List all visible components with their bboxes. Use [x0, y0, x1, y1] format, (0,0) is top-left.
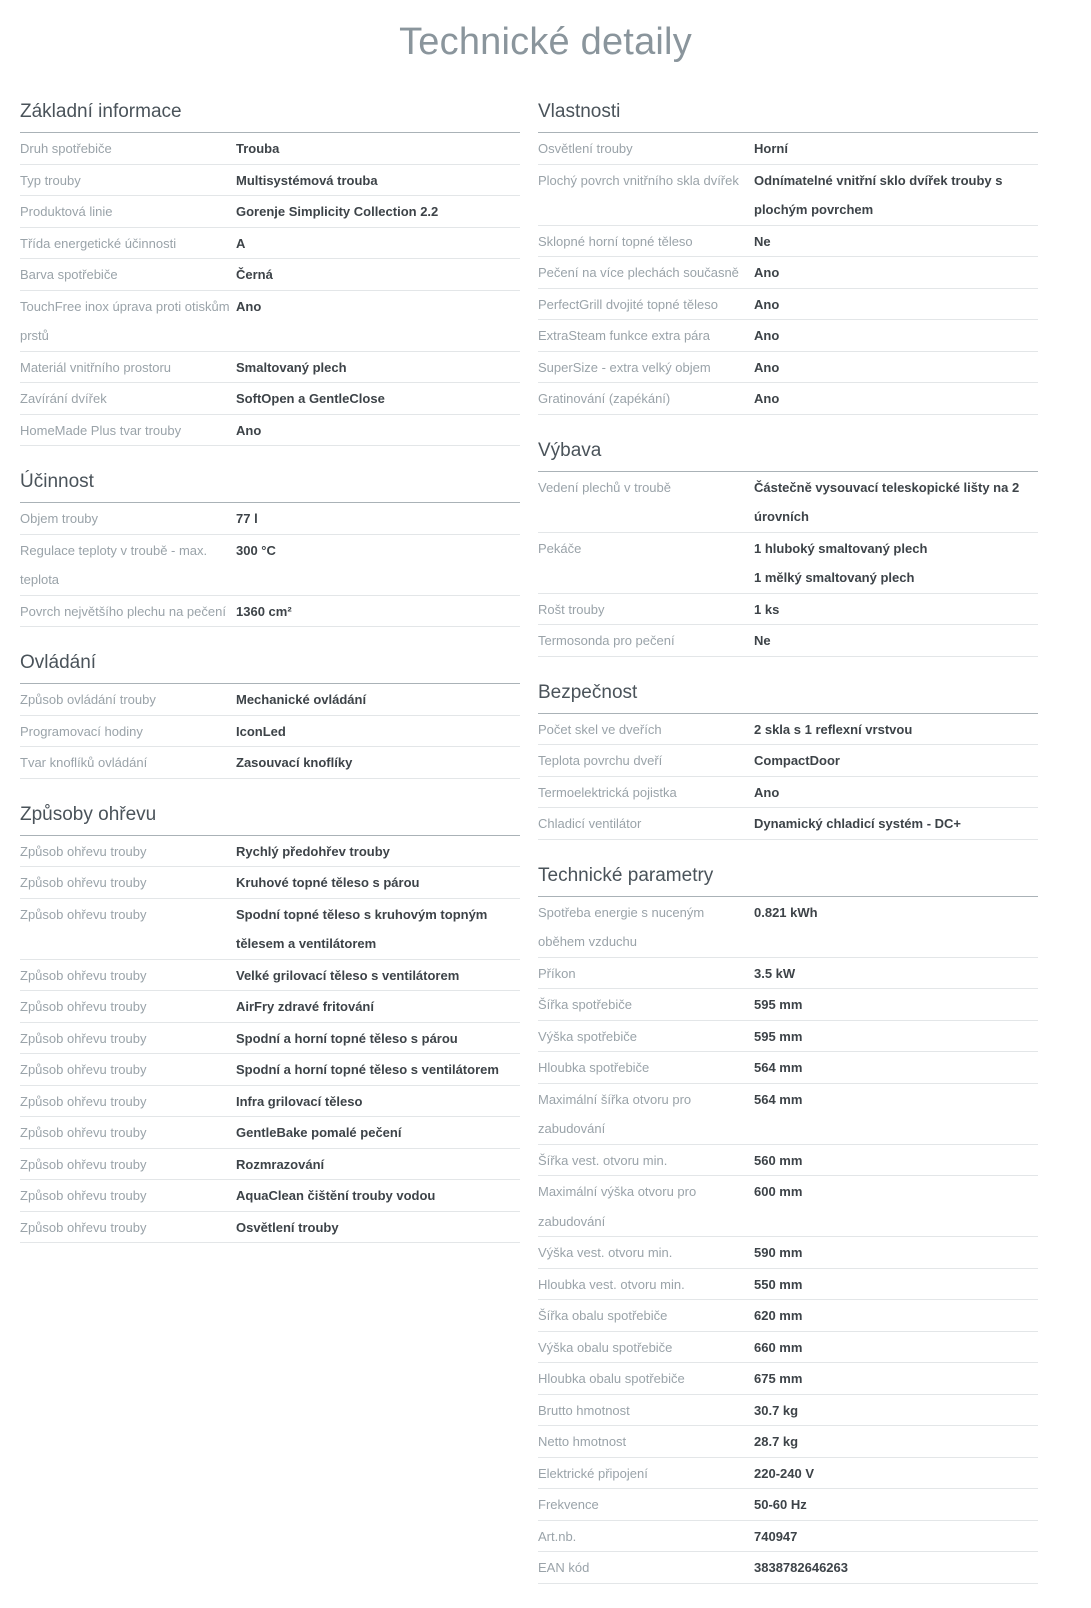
spec-row [538, 1426, 1038, 1458]
spec-row [538, 1237, 1038, 1269]
spec-value-line: Trouba [236, 141, 280, 156]
spec-value-line: Částečně vysouvací teleskopické lišty na 2 úrovních [754, 479, 1020, 524]
spec-row [538, 1145, 1038, 1177]
spec-value [236, 1118, 520, 1148]
spec-row [538, 1176, 1038, 1237]
spec-value [754, 626, 1038, 656]
spec-value-line: 77 l [236, 511, 258, 526]
spec-label: Druh spotřebiče [20, 141, 112, 156]
spec-row [538, 989, 1038, 1021]
spec-row [20, 960, 520, 992]
spec-row [20, 165, 520, 197]
spec-row [538, 1052, 1038, 1084]
spec-label: Způsob ohřevu trouby [20, 967, 147, 983]
spec-value-line: IconLed [236, 723, 286, 739]
spec-value-line: Infra grilovací těleso [236, 1093, 363, 1109]
spec-value [754, 1522, 1038, 1552]
spec-value-line: Gorenje Simplicity Collection 2.2 [236, 204, 439, 219]
spec-row [20, 1054, 520, 1086]
spec-value-line: Ano [754, 359, 780, 375]
spec-row [538, 165, 1038, 226]
spec-value [754, 353, 1038, 383]
spec-row [20, 899, 520, 960]
spec-value [236, 292, 520, 351]
spec-value-line: 0.821 kWh [754, 904, 818, 920]
spec-label: Způsob ovládání trouby [20, 692, 156, 707]
spec-row [20, 415, 520, 447]
spec-value [754, 534, 1038, 593]
spec-label: Chladicí ventilátor [538, 816, 642, 831]
section-title: Způsoby ohřevu [20, 803, 520, 836]
spec-value [754, 384, 1038, 414]
spec-value-line: Ano [754, 296, 780, 312]
spec-value [754, 1270, 1038, 1300]
spec-label: PerfectGrill dvojité topné těleso [538, 296, 718, 312]
spec-label: Příkon [538, 965, 576, 981]
spec-label: Barva spotřebiče [20, 267, 118, 282]
spec-row [20, 991, 520, 1023]
spec-value [754, 746, 1038, 776]
spec-value [236, 353, 520, 383]
spec-value-line: Rychlý předohřev trouby [236, 843, 390, 859]
spec-row [538, 226, 1038, 258]
spec-row [538, 1084, 1038, 1145]
section-title: Vlastnosti [538, 100, 1038, 133]
spec-row [538, 320, 1038, 352]
spec-value-line: Ano [236, 298, 262, 314]
spec-row [20, 1149, 520, 1181]
spec-value [236, 1181, 520, 1211]
spec-label: Netto hmotnost [538, 1434, 627, 1449]
spec-value [236, 685, 520, 715]
spec-label: Spotřeba energie s nuceným oběhem vzduchu [538, 904, 705, 949]
spec-label: Výška vest. otvoru min. [538, 1245, 673, 1260]
spec-row [20, 383, 520, 415]
spec-row [538, 808, 1038, 840]
spec-label: Způsob ohřevu trouby [20, 1219, 147, 1235]
right-column [538, 100, 1038, 1608]
spec-row [20, 836, 520, 868]
spec-value [754, 321, 1038, 351]
spec-value-line: Černá [236, 267, 273, 282]
spec-value [754, 809, 1038, 839]
spec-label: Zavírání dvířek [20, 391, 107, 406]
spec-value-line: Horní [754, 141, 788, 156]
spec-value-line: Ne [754, 633, 771, 648]
section-title: Základní informace [20, 100, 520, 133]
spec-value-line: 300 °C [236, 542, 276, 558]
spec-section-vybava [538, 439, 1038, 657]
spec-row [20, 291, 520, 352]
spec-value-line: SoftOpen a GentleClose [236, 391, 385, 406]
spec-value-line: Smaltovaný plech [236, 359, 347, 375]
spec-label: Typ trouby [20, 172, 81, 188]
spec-value [754, 1396, 1038, 1426]
spec-label: Způsob ohřevu trouby [20, 906, 147, 922]
spec-value-line: 1 ks [754, 601, 780, 617]
spec-label: Termosonda pro pečení [538, 633, 675, 648]
spec-label: Třída energetické účinnosti [20, 235, 177, 251]
spec-value [754, 290, 1038, 320]
spec-value-line: Dynamický chladicí systém - DC+ [754, 816, 962, 831]
spec-value-line: 1 mělký smaltovaný plech [754, 570, 915, 585]
spec-label: Regulace teploty v troubě - max. teplota [20, 542, 208, 587]
spec-label: Frekvence [538, 1497, 599, 1512]
spec-value-line: Osvětlení trouby [236, 1219, 339, 1235]
spec-label: EAN kód [538, 1560, 590, 1575]
spec-value-line: Spodní a horní topné těleso s ventilátorem [236, 1062, 499, 1077]
spec-value-line: Ano [236, 422, 262, 438]
spec-row [538, 383, 1038, 415]
spec-value [754, 1022, 1038, 1052]
spec-value [236, 504, 520, 534]
spec-label: Art.nb. [538, 1528, 577, 1544]
spec-value [754, 134, 1038, 164]
spec-value [236, 748, 520, 778]
spec-value-line: AquaClean čištění trouby vodou [236, 1188, 436, 1203]
spec-value-line: 2 skla s 1 reflexní vrstvou [754, 721, 913, 737]
spec-value [754, 227, 1038, 257]
spec-label: Způsob ohřevu trouby [20, 1062, 147, 1077]
spec-label: TouchFree inox úprava proti otiskům prstů [20, 298, 230, 343]
spec-row [538, 714, 1038, 746]
spec-section-ovladani [20, 651, 520, 779]
spec-value-line: 1360 cm² [236, 603, 292, 619]
spec-value [236, 992, 520, 1022]
spec-row [538, 625, 1038, 657]
spec-label: Způsob ohřevu trouby [20, 875, 147, 890]
spec-value [754, 1238, 1038, 1268]
spec-value-line: 28.7 kg [754, 1434, 799, 1449]
spec-value-line: 660 mm [754, 1339, 803, 1355]
spec-label: Teplota povrchu dveří [538, 753, 663, 768]
spec-value [754, 1459, 1038, 1489]
spec-label: Osvětlení trouby [538, 141, 633, 156]
section-title: Ovládání [20, 651, 520, 684]
spec-value-line: 550 mm [754, 1276, 803, 1292]
spec-label: Výška spotřebiče [538, 1028, 637, 1044]
spec-row [538, 133, 1038, 165]
section-title: Účinnost [20, 470, 520, 503]
spec-label: Pekáče [538, 540, 582, 556]
spec-label: Šířka vest. otvoru min. [538, 1152, 668, 1168]
spec-row [538, 1363, 1038, 1395]
spec-label: Způsob ohřevu trouby [20, 1156, 147, 1172]
left-column [20, 100, 520, 1608]
spec-row [538, 1332, 1038, 1364]
spec-value [754, 595, 1038, 625]
spec-value [236, 197, 520, 227]
spec-value [754, 959, 1038, 989]
spec-label: Gratinování (zapékání) [538, 391, 671, 406]
spec-value-line: Odnímatelné vnitřní sklo dvířek trouby s plochým povrchem [754, 172, 1003, 217]
spec-row [538, 1269, 1038, 1301]
spec-value [236, 597, 520, 627]
spec-section-bezpecnost [538, 681, 1038, 840]
spec-value-line: Multisystémová trouba [236, 172, 378, 188]
spec-row [20, 747, 520, 779]
spec-value [754, 1085, 1038, 1144]
spec-value [236, 1087, 520, 1117]
spec-section-technicke-parametry [538, 864, 1038, 1584]
spec-value-line: Velké grilovací těleso s ventilátorem [236, 967, 460, 983]
spec-label: Šířka spotřebiče [538, 997, 632, 1012]
spec-value [754, 1053, 1038, 1083]
spec-row [20, 1180, 520, 1212]
spec-row [538, 1552, 1038, 1584]
spec-value-line: 1 hluboký smaltovaný plech [754, 540, 928, 556]
spec-row [538, 777, 1038, 809]
spec-value [754, 258, 1038, 288]
spec-value-line: 740947 [754, 1528, 798, 1544]
spec-value [754, 1490, 1038, 1520]
spec-value [754, 1364, 1038, 1394]
spec-row [20, 1212, 520, 1244]
spec-value [236, 384, 520, 414]
spec-row [20, 133, 520, 165]
spec-label: Způsob ohřevu trouby [20, 1030, 147, 1046]
spec-section-zpusoby-ohrevu [20, 803, 520, 1244]
spec-row [538, 1521, 1038, 1553]
spec-label: Rošt trouby [538, 601, 605, 617]
spec-row [20, 503, 520, 535]
spec-label: Hloubka spotřebiče [538, 1060, 650, 1075]
spec-value-line: Zasouvací knoflíky [236, 755, 353, 770]
spec-value [236, 717, 520, 747]
spec-label: Elektrické připojení [538, 1465, 648, 1481]
spec-value [236, 536, 520, 595]
spec-row [538, 1021, 1038, 1053]
spec-label: Plochý povrch vnitřního skla dvířek [538, 172, 739, 188]
spec-columns [20, 100, 1038, 1608]
spec-value-line: Ano [754, 391, 780, 406]
spec-row [20, 352, 520, 384]
spec-label: Materiál vnitřního prostoru [20, 359, 172, 375]
spec-value-line: GentleBake pomalé pečení [236, 1125, 402, 1140]
spec-value-line: 620 mm [754, 1308, 803, 1323]
spec-value [754, 166, 1038, 225]
spec-label: Způsob ohřevu trouby [20, 999, 147, 1014]
spec-value-line: 220-240 V [754, 1465, 814, 1481]
spec-value [236, 900, 520, 959]
spec-row [538, 289, 1038, 321]
spec-value-line: Ano [754, 784, 780, 800]
spec-section-zakladni-informace [20, 100, 520, 446]
spec-label: Objem trouby [20, 511, 99, 526]
spec-value-line: A [236, 235, 246, 251]
section-title: Technické parametry [538, 864, 1038, 897]
spec-value-line: 50-60 Hz [754, 1497, 807, 1512]
spec-label: Povrch největšího plechu na pečení [20, 603, 226, 619]
spec-label: Brutto hmotnost [538, 1402, 630, 1418]
spec-value-line: 595 mm [754, 1028, 803, 1044]
spec-row [538, 533, 1038, 594]
spec-row [538, 594, 1038, 626]
spec-row [20, 259, 520, 291]
spec-row [538, 257, 1038, 289]
spec-label: Počet skel ve dveřích [538, 721, 662, 737]
spec-value [236, 229, 520, 259]
spec-value-line: 3838782646263 [754, 1560, 848, 1575]
spec-row [20, 867, 520, 899]
spec-row [538, 1395, 1038, 1427]
spec-row [538, 1300, 1038, 1332]
spec-row [20, 716, 520, 748]
section-title: Výbava [538, 439, 1038, 472]
spec-value [754, 778, 1038, 808]
spec-label: Sklopné horní topné těleso [538, 233, 693, 249]
spec-value [236, 837, 520, 867]
spec-label: SuperSize - extra velký objem [538, 359, 711, 375]
section-title: Bezpečnost [538, 681, 1038, 714]
spec-value [754, 1333, 1038, 1363]
spec-row [538, 352, 1038, 384]
spec-label: Způsob ohřevu trouby [20, 1093, 147, 1109]
spec-value-line: 564 mm [754, 1091, 803, 1107]
page-title: Technické detaily [399, 21, 692, 63]
spec-value-line: Ne [754, 233, 771, 249]
spec-section-vlastnosti [538, 100, 1038, 415]
spec-row [538, 897, 1038, 958]
spec-label: Maximální výška otvoru pro zabudování [538, 1184, 697, 1229]
spec-value [236, 1055, 520, 1085]
spec-value [236, 1150, 520, 1180]
spec-row [538, 745, 1038, 777]
spec-label: Šířka obalu spotřebiče [538, 1308, 668, 1323]
spec-label: Termoelektrická pojistka [538, 784, 677, 800]
spec-label: Hloubka obalu spotřebiče [538, 1371, 685, 1386]
spec-row [538, 1489, 1038, 1521]
spec-value-line: 590 mm [754, 1245, 803, 1260]
spec-value [236, 961, 520, 991]
spec-row [20, 1086, 520, 1118]
spec-row [20, 1023, 520, 1055]
spec-value [236, 1213, 520, 1243]
spec-value-line: 560 mm [754, 1152, 803, 1168]
spec-value-line: 30.7 kg [754, 1402, 799, 1418]
spec-value [236, 868, 520, 898]
spec-row [20, 1117, 520, 1149]
spec-label: HomeMade Plus tvar trouby [20, 422, 182, 438]
spec-value [236, 260, 520, 290]
spec-label: Tvar knoflíků ovládání [20, 755, 148, 770]
spec-row [538, 1458, 1038, 1490]
spec-label: Programovací hodiny [20, 723, 143, 739]
spec-label: Hloubka vest. otvoru min. [538, 1276, 685, 1292]
spec-value-line: 3.5 kW [754, 965, 796, 981]
spec-value-line: AirFry zdravé fritování [236, 999, 374, 1014]
spec-value [754, 1177, 1038, 1236]
spec-value-line: Mechanické ovládání [236, 692, 367, 707]
spec-row [20, 535, 520, 596]
spec-label: Vedení plechů v troubě [538, 479, 671, 495]
spec-value [754, 1427, 1038, 1457]
spec-value [754, 473, 1038, 532]
spec-value [754, 715, 1038, 745]
spec-value-line: CompactDoor [754, 753, 840, 768]
spec-label: Způsob ohřevu trouby [20, 843, 147, 859]
spec-row [20, 228, 520, 260]
spec-label: Maximální šířka otvoru pro zabudování [538, 1091, 692, 1136]
spec-value [236, 134, 520, 164]
spec-value [236, 166, 520, 196]
spec-value [754, 1146, 1038, 1176]
spec-value-line: Spodní a horní topné těleso s párou [236, 1030, 458, 1046]
spec-value [754, 1553, 1038, 1583]
spec-value-line: 564 mm [754, 1060, 803, 1075]
spec-value-line: Rozmrazování [236, 1156, 325, 1172]
spec-row [20, 596, 520, 628]
spec-label: Způsob ohřevu trouby [20, 1188, 147, 1203]
spec-label: Pečení na více plechách současně [538, 265, 739, 280]
spec-label: Výška obalu spotřebiče [538, 1339, 673, 1355]
spec-value-line: 595 mm [754, 997, 803, 1012]
spec-value-line: 675 mm [754, 1371, 803, 1386]
spec-label: ExtraSteam funkce extra pára [538, 328, 710, 343]
spec-value-line: Ano [754, 265, 780, 280]
spec-label: Způsob ohřevu trouby [20, 1125, 147, 1140]
spec-value-line: 600 mm [754, 1184, 803, 1199]
spec-value-line: Kruhové topné těleso s párou [236, 875, 420, 890]
spec-value [236, 1024, 520, 1054]
spec-label: Produktová linie [20, 204, 113, 219]
spec-value [754, 990, 1038, 1020]
spec-value [236, 416, 520, 446]
spec-value-line: Spodní topné těleso s kruhovým topným tělesem a ventilátorem [236, 906, 488, 951]
spec-row [538, 472, 1038, 533]
spec-value [754, 1301, 1038, 1331]
spec-value [754, 898, 1038, 957]
spec-section-ucinnost [20, 470, 520, 627]
spec-row [538, 958, 1038, 990]
spec-row [20, 684, 520, 716]
spec-value-line: Ano [754, 328, 780, 343]
spec-row [20, 196, 520, 228]
